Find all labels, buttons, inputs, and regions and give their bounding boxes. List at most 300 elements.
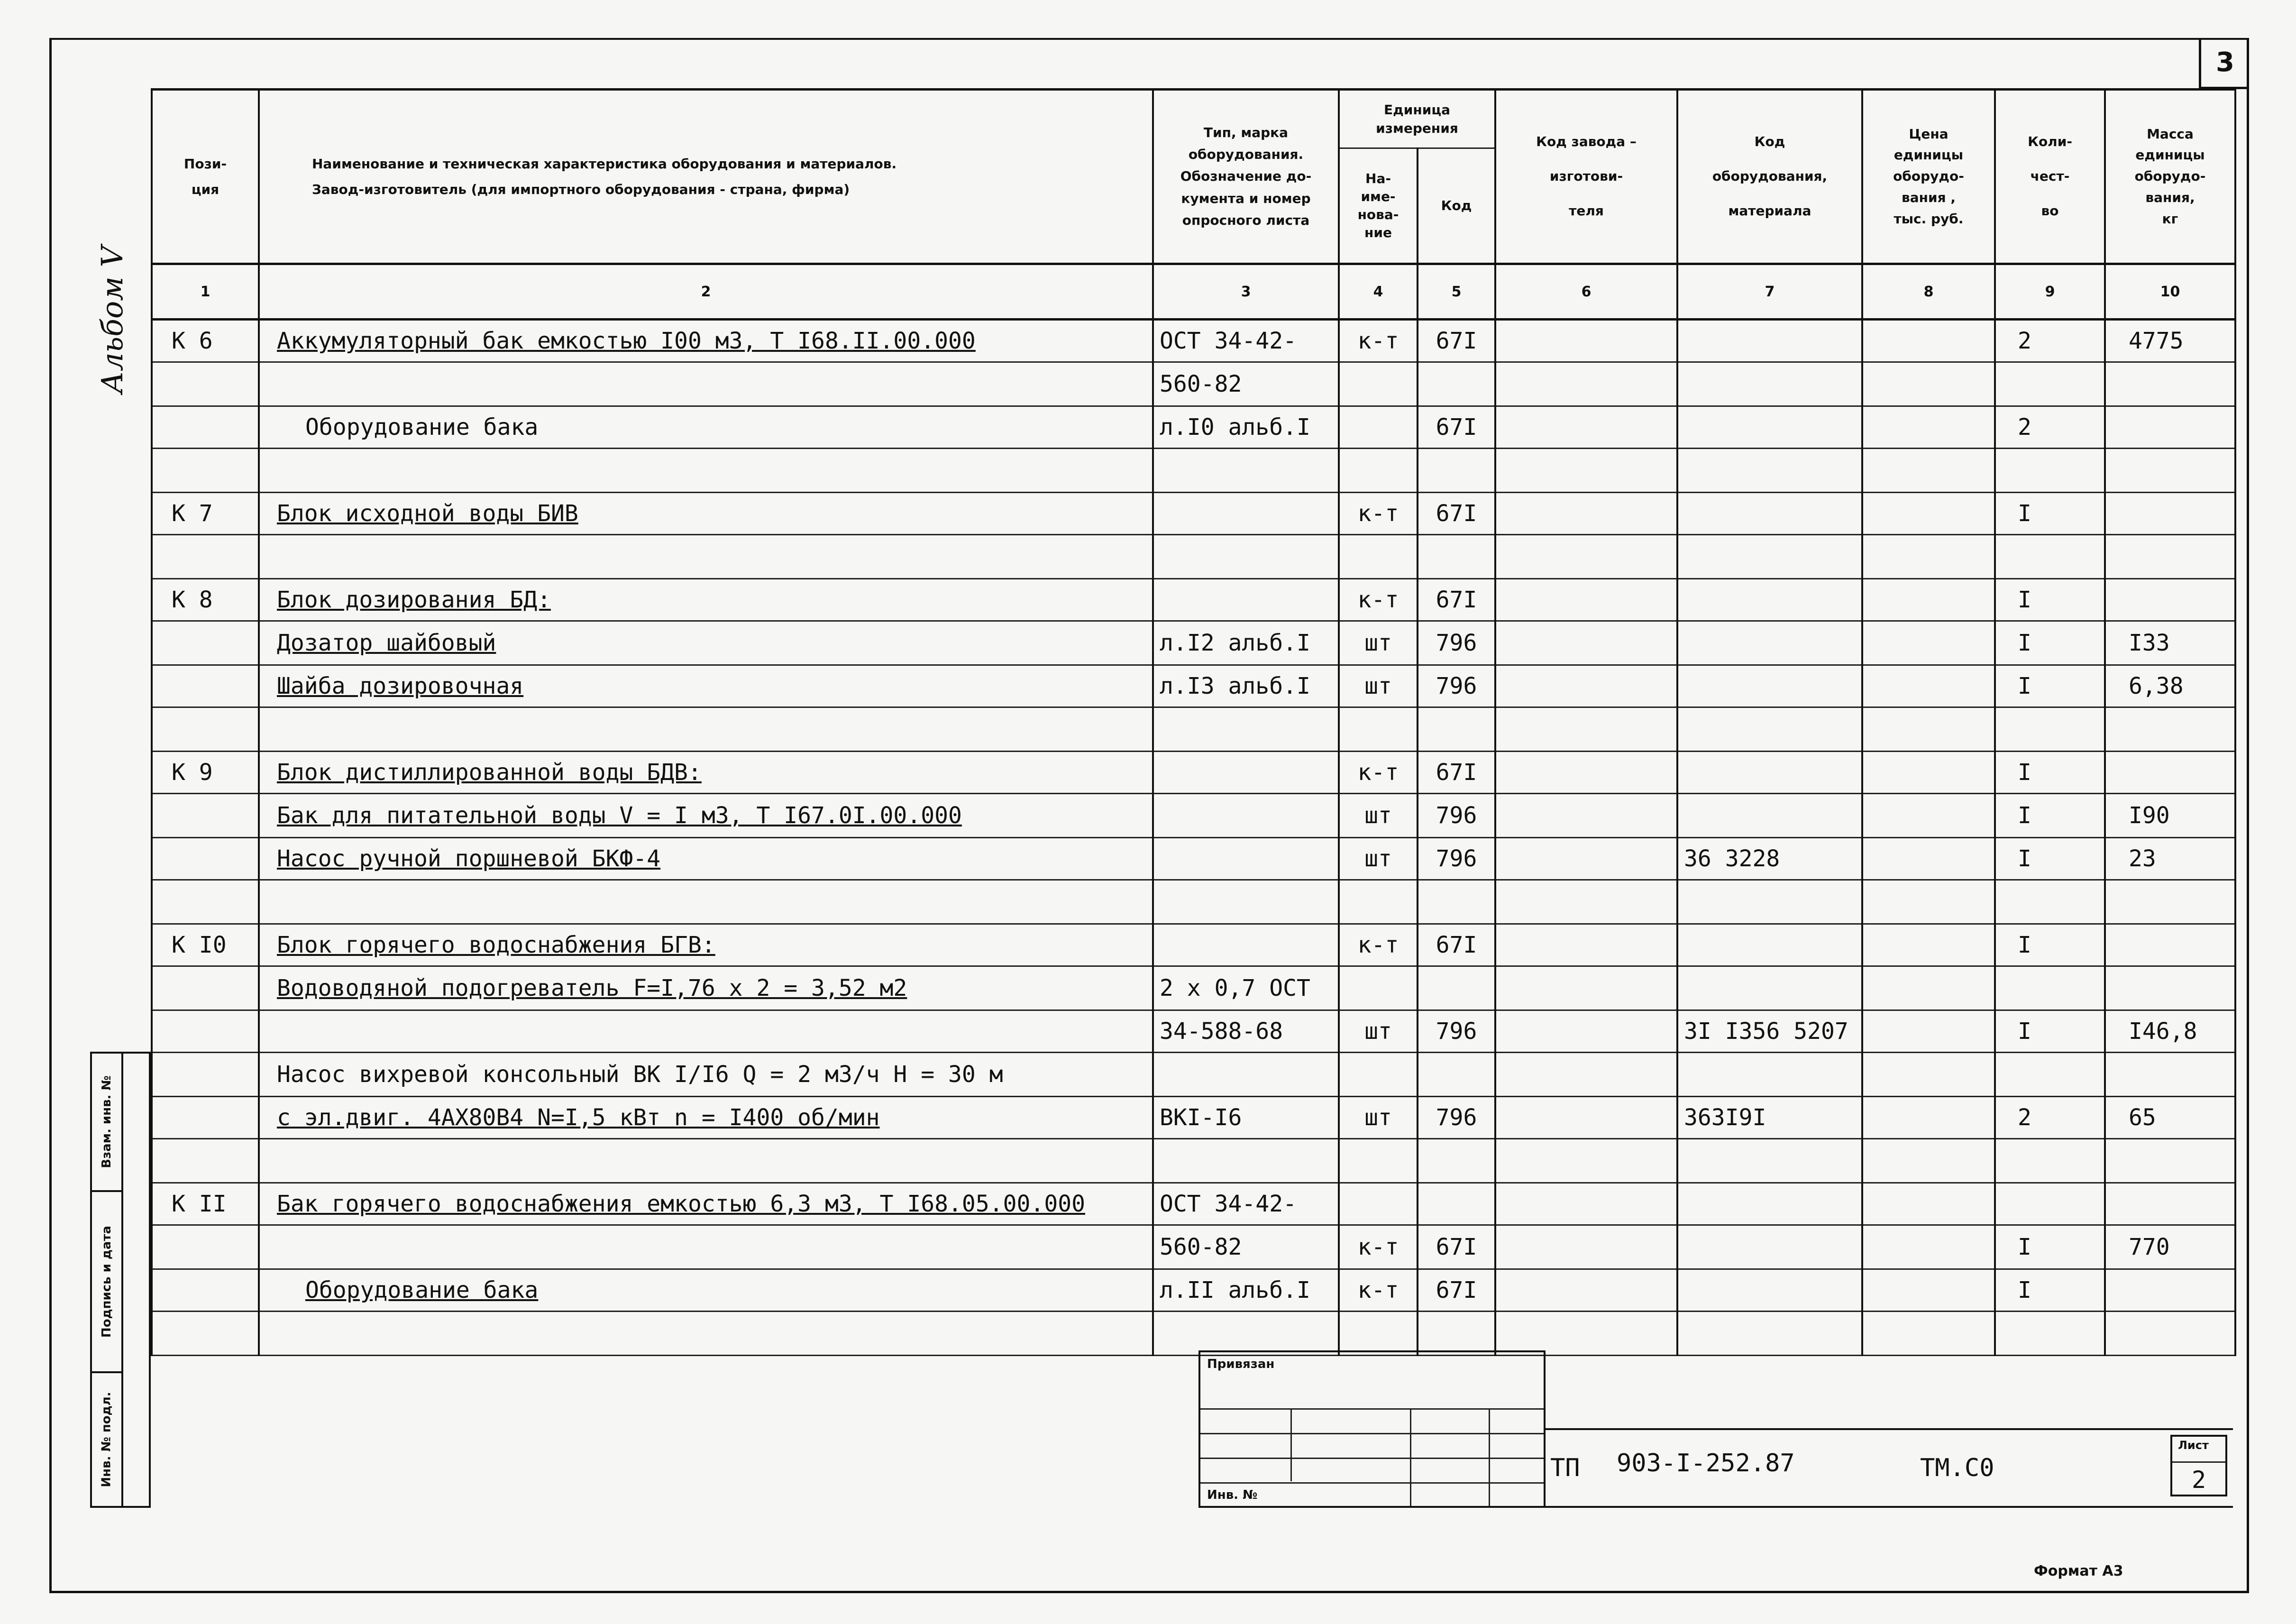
position-cell: [152, 1097, 259, 1139]
unit-code-cell: 67I: [1418, 320, 1495, 362]
unit-name-cell: [1339, 1053, 1418, 1097]
specification-body: [152, 320, 2235, 1356]
factory-code-cell: [1495, 1225, 1677, 1269]
factory-code-cell: [1495, 752, 1677, 794]
unit-code-cell: [1418, 1139, 1495, 1183]
mass-cell: [2105, 1312, 2235, 1356]
equipment-code-cell: 363I9I: [1677, 1097, 1862, 1139]
unit-code-cell: 67I: [1418, 1269, 1495, 1312]
name-cell: Блок дозирования БД:: [259, 579, 1153, 621]
quantity-cell: [1995, 1312, 2105, 1356]
position-cell: [152, 362, 259, 406]
position-cell: [152, 1139, 259, 1183]
document-cell: [1153, 493, 1339, 535]
binding-stamp: [1198, 1350, 1546, 1508]
position-cell: [152, 449, 259, 493]
factory-code-cell: [1495, 1097, 1677, 1139]
table-row: [152, 493, 2235, 535]
header-equipment-code: Код оборудования, материала: [1677, 90, 1862, 264]
factory-code-cell: [1495, 320, 1677, 362]
unit-name-cell: [1339, 406, 1418, 449]
factory-code-cell: [1495, 493, 1677, 535]
price-cell: [1862, 320, 1995, 362]
quantity-cell: I: [1995, 621, 2105, 665]
factory-code-cell: [1495, 966, 1677, 1010]
position-cell: [152, 1269, 259, 1312]
equipment-code-cell: [1677, 1269, 1862, 1312]
quantity-cell: [1995, 880, 2105, 924]
unit-name-cell: [1339, 1312, 1418, 1356]
price-cell: [1862, 1139, 1995, 1183]
unit-name-cell: шт: [1339, 665, 1418, 707]
table-row: [152, 1097, 2235, 1139]
price-cell: [1862, 1097, 1995, 1139]
quantity-cell: 2: [1995, 320, 2105, 362]
factory-code-cell: [1495, 665, 1677, 707]
equipment-code-cell: [1677, 362, 1862, 406]
factory-code-cell: [1495, 1269, 1677, 1312]
header-unit-group: Единица измерения: [1339, 90, 1495, 148]
factory-code-cell: [1495, 1053, 1677, 1097]
position-cell: [152, 1312, 259, 1356]
column-number: 3: [1153, 264, 1339, 320]
document-cell: л.I3 альб.I: [1153, 665, 1339, 707]
unit-name-cell: шт: [1339, 794, 1418, 838]
position-cell: [152, 880, 259, 924]
equipment-code-cell: [1677, 707, 1862, 752]
table-row: [152, 1312, 2235, 1356]
factory-code-cell: [1495, 924, 1677, 966]
position-cell: К 8: [152, 579, 259, 621]
header-name-line1: Наименование и техническая характеристика оборудования и материалов.: [312, 156, 897, 172]
table-row: [152, 880, 2235, 924]
quantity-cell: 2: [1995, 1097, 2105, 1139]
factory-code-cell: [1495, 1312, 1677, 1356]
price-cell: [1862, 535, 1995, 579]
unit-name-cell: [1339, 535, 1418, 579]
price-cell: [1862, 752, 1995, 794]
price-cell: [1862, 1183, 1995, 1225]
equipment-code-cell: [1677, 752, 1862, 794]
unit-name-cell: к-т: [1339, 579, 1418, 621]
table-row: [152, 1183, 2235, 1225]
unit-code-cell: [1418, 1183, 1495, 1225]
name-cell: Насос ручной поршневой БКФ-4: [259, 838, 1153, 880]
factory-code-cell: [1495, 880, 1677, 924]
unit-code-cell: [1418, 449, 1495, 493]
position-cell: [152, 707, 259, 752]
unit-name-cell: к-т: [1339, 924, 1418, 966]
header-quantity: Коли- чест- во: [1995, 90, 2105, 264]
position-cell: [152, 1053, 259, 1097]
table-row: [152, 794, 2235, 838]
position-cell: К II: [152, 1183, 259, 1225]
mass-cell: [2105, 880, 2235, 924]
table-row: [152, 579, 2235, 621]
unit-code-cell: [1418, 362, 1495, 406]
equipment-code-cell: 36 3228: [1677, 838, 1862, 880]
price-cell: [1862, 794, 1995, 838]
document-cell: л.II альб.I: [1153, 1269, 1339, 1312]
name-cell: с эл.двиг. 4АХ80В4 N=I,5 кВт n = I400 об/мин: [259, 1097, 1153, 1139]
mass-cell: 23: [2105, 838, 2235, 880]
unit-code-cell: 67I: [1418, 1225, 1495, 1269]
table-row: [152, 449, 2235, 493]
unit-name-cell: к-т: [1339, 1269, 1418, 1312]
document-cell: л.I2 альб.I: [1153, 621, 1339, 665]
quantity-cell: I: [1995, 924, 2105, 966]
stamp-rule: [1200, 1433, 1544, 1434]
column-number: 4: [1339, 264, 1418, 320]
factory-code-cell: [1495, 406, 1677, 449]
factory-code-cell: [1495, 535, 1677, 579]
document-cell: [1153, 449, 1339, 493]
quantity-cell: [1995, 535, 2105, 579]
document-cell: [1153, 924, 1339, 966]
mass-cell: [2105, 924, 2235, 966]
mass-cell: [2105, 1139, 2235, 1183]
mass-cell: I90: [2105, 794, 2235, 838]
header-price: Цена единицы оборудо- вания , тыс. руб.: [1862, 90, 1995, 264]
unit-code-cell: [1418, 535, 1495, 579]
unit-name-cell: [1339, 362, 1418, 406]
name-cell: [259, 1225, 1153, 1269]
name-cell: [259, 1139, 1153, 1183]
table-row: [152, 621, 2235, 665]
stamp-rule: [1200, 1458, 1544, 1459]
name-cell: Шайба дозировочная: [259, 665, 1153, 707]
name-cell: Дозатор шайбовый: [259, 621, 1153, 665]
quantity-cell: I: [1995, 752, 2105, 794]
mass-cell: 770: [2105, 1225, 2235, 1269]
stamp-divider: [1410, 1408, 1411, 1506]
quantity-cell: I: [1995, 1010, 2105, 1053]
factory-code-cell: [1495, 449, 1677, 493]
unit-code-cell: 796: [1418, 1097, 1495, 1139]
equipment-code-cell: [1677, 1312, 1862, 1356]
equipment-code-cell: [1677, 320, 1862, 362]
equipment-code-cell: [1677, 406, 1862, 449]
mass-cell: [2105, 1053, 2235, 1097]
factory-code-cell: [1495, 794, 1677, 838]
unit-name-cell: [1339, 1183, 1418, 1225]
position-cell: [152, 966, 259, 1010]
price-cell: [1862, 665, 1995, 707]
name-cell: Оборудование бака: [259, 406, 1153, 449]
mass-cell: [2105, 752, 2235, 794]
mass-cell: I46,8: [2105, 1010, 2235, 1053]
name-cell: [259, 880, 1153, 924]
quantity-cell: [1995, 449, 2105, 493]
project-number: 903-I-252.87: [1617, 1449, 1795, 1477]
table-row: [152, 752, 2235, 794]
price-cell: [1862, 362, 1995, 406]
stamp-divider: [1489, 1408, 1490, 1506]
factory-code-cell: [1495, 1183, 1677, 1225]
unit-name-cell: шт: [1339, 838, 1418, 880]
quantity-cell: I: [1995, 579, 2105, 621]
column-number: 9: [1995, 264, 2105, 320]
header-name: [259, 90, 1153, 264]
sheet-box: [2170, 1435, 2227, 1496]
document-cell: 2 х 0,7 ОСТ: [1153, 966, 1339, 1010]
quantity-cell: I: [1995, 838, 2105, 880]
unit-code-cell: [1418, 966, 1495, 1010]
unit-name-cell: к-т: [1339, 320, 1418, 362]
position-cell: [152, 1225, 259, 1269]
unit-code-cell: 796: [1418, 1010, 1495, 1053]
document-cell: [1153, 880, 1339, 924]
document-cell: [1153, 1139, 1339, 1183]
table-row: [152, 406, 2235, 449]
header-factory-code: Код завода – изготови- теля: [1495, 90, 1677, 264]
unit-code-cell: 67I: [1418, 752, 1495, 794]
unit-name-cell: [1339, 449, 1418, 493]
table-row: [152, 966, 2235, 1010]
equipment-code-cell: [1677, 1139, 1862, 1183]
column-number: 10: [2105, 264, 2235, 320]
signature-date-label: Подпись и дата: [100, 1225, 114, 1338]
sheet-corner-number: 3: [2199, 38, 2249, 89]
unit-name-cell: шт: [1339, 1097, 1418, 1139]
equipment-code-cell: [1677, 665, 1862, 707]
mass-cell: [2105, 535, 2235, 579]
mass-cell: 4775: [2105, 320, 2235, 362]
side-divider: [121, 1054, 123, 1506]
factory-code-cell: [1495, 838, 1677, 880]
column-number: 1: [152, 264, 259, 320]
mass-cell: [2105, 966, 2235, 1010]
quantity-cell: [1995, 1139, 2105, 1183]
equipment-code-cell: [1677, 794, 1862, 838]
mass-cell: [2105, 406, 2235, 449]
unit-code-cell: [1418, 880, 1495, 924]
price-cell: [1862, 493, 1995, 535]
table-row: [152, 535, 2235, 579]
column-number: 5: [1418, 264, 1495, 320]
price-cell: [1862, 449, 1995, 493]
table-row: [152, 707, 2235, 752]
price-cell: [1862, 621, 1995, 665]
position-cell: [152, 1010, 259, 1053]
mass-cell: [2105, 362, 2235, 406]
equipment-code-cell: [1677, 449, 1862, 493]
approval-side-block: [90, 1052, 151, 1508]
table-row: [152, 320, 2235, 362]
position-cell: К I0: [152, 924, 259, 966]
original-inventory-label: Инв. № подл.: [100, 1392, 114, 1487]
header-name-line2: Завод-изготовитель (для импортного оборудования - страна, фирма): [312, 181, 850, 197]
unit-code-cell: 796: [1418, 621, 1495, 665]
name-cell: Бак для питательной воды V = I м3, Т I67.0I.00.000: [259, 794, 1153, 838]
quantity-cell: I: [1995, 794, 2105, 838]
position-cell: К 7: [152, 493, 259, 535]
price-cell: [1862, 1269, 1995, 1312]
unit-code-cell: 796: [1418, 665, 1495, 707]
name-cell: [259, 707, 1153, 752]
unit-name-cell: [1339, 707, 1418, 752]
name-cell: Водоводяной подогреватель F=I,76 x 2 = 3,52 м2: [259, 966, 1153, 1010]
replacement-inventory-cell: [92, 1054, 121, 1192]
price-cell: [1862, 880, 1995, 924]
quantity-cell: I: [1995, 665, 2105, 707]
unit-code-cell: 796: [1418, 838, 1495, 880]
equipment-code-cell: [1677, 880, 1862, 924]
album-label: Альбом V: [95, 246, 129, 394]
replacement-inventory-label: Взам. инв. №: [100, 1075, 114, 1168]
unit-name-cell: [1339, 1139, 1418, 1183]
column-number: 2: [259, 264, 1153, 320]
sheet-number: 2: [2172, 1461, 2225, 1497]
position-cell: [152, 535, 259, 579]
position-cell: К 9: [152, 752, 259, 794]
unit-name-cell: [1339, 880, 1418, 924]
name-cell: [259, 362, 1153, 406]
equipment-code-cell: [1677, 493, 1862, 535]
position-cell: [152, 621, 259, 665]
mass-cell: [2105, 449, 2235, 493]
unit-code-cell: [1418, 1053, 1495, 1097]
mass-cell: I33: [2105, 621, 2235, 665]
signature-date-cell: [92, 1192, 121, 1373]
unit-code-cell: 67I: [1418, 579, 1495, 621]
mass-cell: [2105, 493, 2235, 535]
price-cell: [1862, 1225, 1995, 1269]
document-cell: 34-588-68: [1153, 1010, 1339, 1053]
unit-name-cell: [1339, 966, 1418, 1010]
factory-code-cell: [1495, 707, 1677, 752]
original-inventory-cell: [92, 1373, 121, 1506]
table-row: [152, 665, 2235, 707]
unit-code-cell: 67I: [1418, 924, 1495, 966]
equipment-code-cell: [1677, 1053, 1862, 1097]
unit-code-cell: [1418, 707, 1495, 752]
column-number: 6: [1495, 264, 1677, 320]
document-cell: 560-82: [1153, 362, 1339, 406]
name-cell: Бак горячего водоснабжения емкостью 6,3 м3, Т I68.05.00.000: [259, 1183, 1153, 1225]
column-number: 8: [1862, 264, 1995, 320]
mass-cell: [2105, 579, 2235, 621]
document-cell: [1153, 579, 1339, 621]
title-prefix: ТП: [1550, 1454, 1580, 1482]
unit-code-cell: 67I: [1418, 406, 1495, 449]
factory-code-cell: [1495, 1139, 1677, 1183]
document-cell: ВКI-I6: [1153, 1097, 1339, 1139]
position-cell: К 6: [152, 320, 259, 362]
equipment-code-cell: [1677, 924, 1862, 966]
price-cell: [1862, 579, 1995, 621]
name-cell: Насос вихревой консольный ВК I/I6 Q = 2 м3/ч Н = 30 м: [259, 1053, 1153, 1097]
quantity-cell: I: [1995, 1225, 2105, 1269]
header-unit-name: На- име- нова- ние: [1339, 148, 1418, 264]
mass-cell: 65: [2105, 1097, 2235, 1139]
stamp-rule: [1200, 1408, 1544, 1410]
specification-table: [151, 88, 2236, 1356]
mass-cell: [2105, 707, 2235, 752]
document-cell: [1153, 838, 1339, 880]
table-row: [152, 1010, 2235, 1053]
stamp-rule: [1200, 1482, 1544, 1484]
header-position: Пози- ция: [152, 90, 259, 264]
price-cell: [1862, 1053, 1995, 1097]
header-unit-code: Код: [1418, 148, 1495, 264]
name-cell: [259, 535, 1153, 579]
quantity-cell: [1995, 707, 2105, 752]
document-cell: [1153, 1053, 1339, 1097]
stamp-label-top: Привязан: [1207, 1357, 1275, 1371]
table-row: [152, 1139, 2235, 1183]
document-cell: [1153, 752, 1339, 794]
name-cell: [259, 449, 1153, 493]
name-cell: Блок исходной воды БИВ: [259, 493, 1153, 535]
equipment-code-cell: [1677, 579, 1862, 621]
name-cell: [259, 1312, 1153, 1356]
price-cell: [1862, 1010, 1995, 1053]
header-mass: Масса единицы оборудо- вания, кг: [2105, 90, 2235, 264]
format-label: Формат А3: [2034, 1563, 2123, 1579]
document-cell: [1153, 1312, 1339, 1356]
unit-name-cell: к-т: [1339, 752, 1418, 794]
equipment-code-cell: [1677, 1183, 1862, 1225]
table-row: [152, 1269, 2235, 1312]
document-cell: [1153, 707, 1339, 752]
quantity-cell: [1995, 1183, 2105, 1225]
equipment-code-cell: [1677, 621, 1862, 665]
unit-code-cell: 796: [1418, 794, 1495, 838]
table-row: [152, 1225, 2235, 1269]
table-row: [152, 1053, 2235, 1097]
mass-cell: 6,38: [2105, 665, 2235, 707]
table-row: [152, 924, 2235, 966]
equipment-code-cell: [1677, 1225, 1862, 1269]
factory-code-cell: [1495, 621, 1677, 665]
equipment-code-cell: [1677, 966, 1862, 1010]
quantity-cell: 2: [1995, 406, 2105, 449]
position-cell: [152, 665, 259, 707]
name-cell: [259, 1010, 1153, 1053]
factory-code-cell: [1495, 579, 1677, 621]
price-cell: [1862, 924, 1995, 966]
price-cell: [1862, 707, 1995, 752]
document-cell: л.I0 альб.I: [1153, 406, 1339, 449]
position-cell: [152, 838, 259, 880]
mass-cell: [2105, 1269, 2235, 1312]
quantity-cell: I: [1995, 1269, 2105, 1312]
document-cell: ОСТ 34-42-: [1153, 320, 1339, 362]
unit-name-cell: шт: [1339, 1010, 1418, 1053]
title-block: [1546, 1428, 2233, 1508]
document-code: ТМ.С0: [1920, 1454, 1994, 1482]
mass-cell: [2105, 1183, 2235, 1225]
header-type: Тип, марка оборудования. Обозначение до- кумента и номер опросного листа: [1153, 90, 1339, 264]
quantity-cell: [1995, 362, 2105, 406]
table-row: [152, 362, 2235, 406]
name-cell: Блок горячего водоснабжения БГВ:: [259, 924, 1153, 966]
document-cell: [1153, 535, 1339, 579]
quantity-cell: [1995, 1053, 2105, 1097]
unit-code-cell: [1418, 1312, 1495, 1356]
price-cell: [1862, 966, 1995, 1010]
unit-name-cell: к-т: [1339, 493, 1418, 535]
document-cell: 560-82: [1153, 1225, 1339, 1269]
stamp-divider: [1290, 1408, 1292, 1481]
price-cell: [1862, 838, 1995, 880]
table-row: [152, 838, 2235, 880]
price-cell: [1862, 1312, 1995, 1356]
equipment-code-cell: 3I I356 5207: [1677, 1010, 1862, 1053]
quantity-cell: I: [1995, 493, 2105, 535]
position-cell: [152, 794, 259, 838]
